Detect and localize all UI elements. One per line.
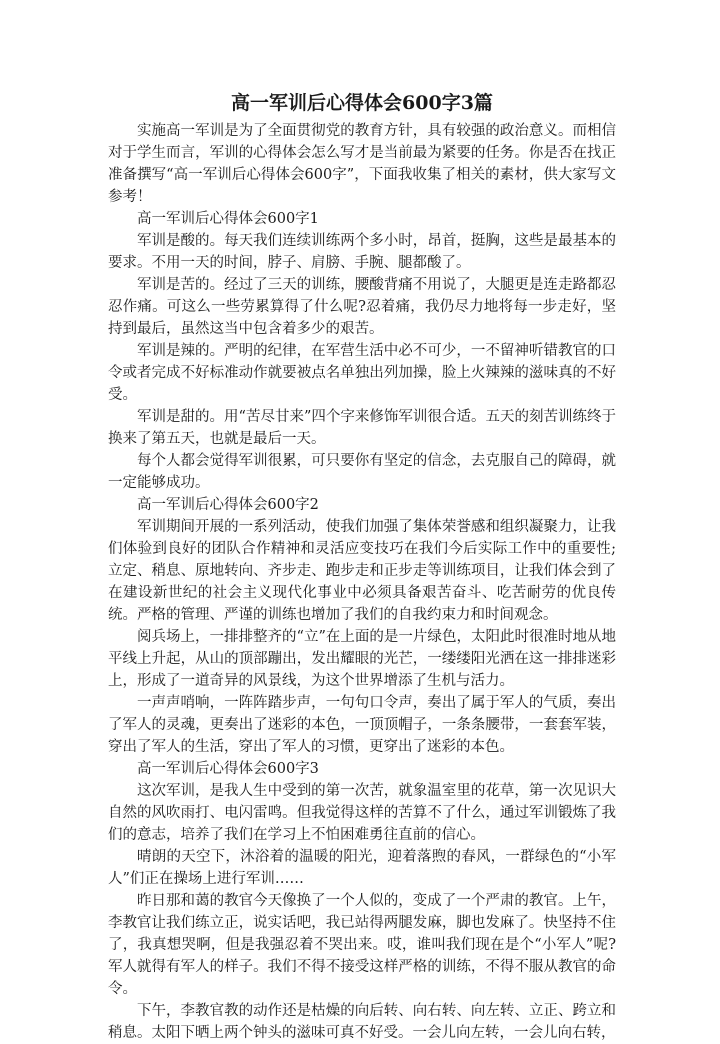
paragraph: 军训是酸的。每天我们连续训练两个多小时，昂首，挺胸，这些是最基本的要求。不用一天的时间，脖子、肩膀、手腕、腿都酸了。 bbox=[108, 233, 616, 271]
paragraph: 晴朗的天空下，沐浴着的温暖的阳光，迎着落煦的春风，一群绿色的“小军人”们正在操场上进行军训…… bbox=[108, 849, 616, 887]
paragraph: 昨日那和蔼的教官今天像换了一个人似的，变成了一个严肃的教官。上午，李教官让我们练立正，说实话吧，我已站得两腿发麻，脚也发麻了。快坚持不住了，我真想哭啊，但是我强忍着不哭出来。哎，谁叫我们现在是个“小军人”呢?军人就得有军人的样子。我们不得不接受这样严格的训练，不得不服从教官的命令。 bbox=[108, 893, 616, 997]
paragraph: 军训是辣的。严明的纪律，在军营生活中必不可少，一不留神听错教官的口令或者完成不好标准动作就要被点名单独出列加操，脸上火辣辣的滋味真的不好受。 bbox=[108, 343, 616, 403]
section-heading-1: 高一军训后心得体会600字1 bbox=[137, 211, 319, 227]
document-page bbox=[108, 90, 616, 1044]
section-heading-3: 高一军训后心得体会600字3 bbox=[137, 761, 319, 777]
paragraph: 每个人都会觉得军训很累，可只要你有坚定的信念，去克服自己的障碍，就一定能够成功。 bbox=[108, 453, 616, 491]
paragraph: 一声声哨响，一阵阵踏步声，一句句口令声，奏出了属于军人的气质，奏出了军人的灵魂，更奏出了迷彩的本色，一顶顶帽子，一条条腰带，一套套军装，穿出了军人的生活，穿出了军人的习惯，更穿出了迷彩的本色。 bbox=[108, 695, 616, 755]
paragraph: 阅兵场上，一排排整齐的“立”在上面的是一片绿色，太阳此时很准时地从地平线上升起，从山的顶部蹦出，发出耀眼的光芒，一缕缕阳光洒在这一排排迷彩上，形成了一道奇异的风景线，为这个世界增添了生机与活力。 bbox=[108, 629, 616, 689]
paragraph: 军训是苦的。经过了三天的训练，腰酸背痛不用说了，大腿更是连走路都忍忍作痛。可这么一些劳累算得了什么呢?忍着痛，我仍尽力地将每一步走好，坚持到最后，虽然这当中包含着多少的艰苦。 bbox=[108, 277, 616, 337]
paragraph-intro: 实施高一军训是为了全面贯彻党的教育方针，具有较强的政治意义。而相信对于学生而言，军训的心得体会怎么写才是当前最为紧要的任务。你是否在找正准备撰写“高一军训后心得体会600字”，下面我收集了相关的素材，供大家写文参考！ bbox=[108, 123, 616, 205]
paragraph: 军训是甜的。用“苦尽甘来”四个字来修饰军训很合适。五天的刻苦训练终于换来了第五天，也就是最后一天。 bbox=[108, 409, 616, 447]
paragraph: 下午，李教官教的动作还是枯燥的向后转、向右转、向左转、立正、跨立和稍息。太阳下晒上两个钟头的滋味可真不好受。一会儿向左转，一会儿向右转， bbox=[108, 1003, 616, 1041]
section-heading-2: 高一军训后心得体会600字2 bbox=[137, 497, 319, 513]
paragraph: 这次军训，是我人生中受到的第一次苦，就象温室里的花草，第一次见识大自然的风吹雨打、电闪雷鸣。但我觉得这样的苦算不了什么，通过军训锻炼了我们的意志，培养了我们在学习上不怕困难勇往直前的信心。 bbox=[108, 783, 616, 843]
document-title: 高一军训后心得体会600字3篇 bbox=[231, 92, 493, 114]
paragraph: 军训期间开展的一系列活动，使我们加强了集体荣誉感和组织凝聚力，让我们体验到良好的团队合作精神和灵活应变技巧在我们今后实际工作中的重要性;立定、稍息、原地转向、齐步走、跑步走和正步走等训练项目，让我们体会到了在建设新世纪的社会主义现代化事业中必须具备艰苦奋斗、吃苦耐劳的优良传统。严格的管理、严谨的训练也增加了我们的自我约束力和时间观念。 bbox=[108, 519, 616, 623]
